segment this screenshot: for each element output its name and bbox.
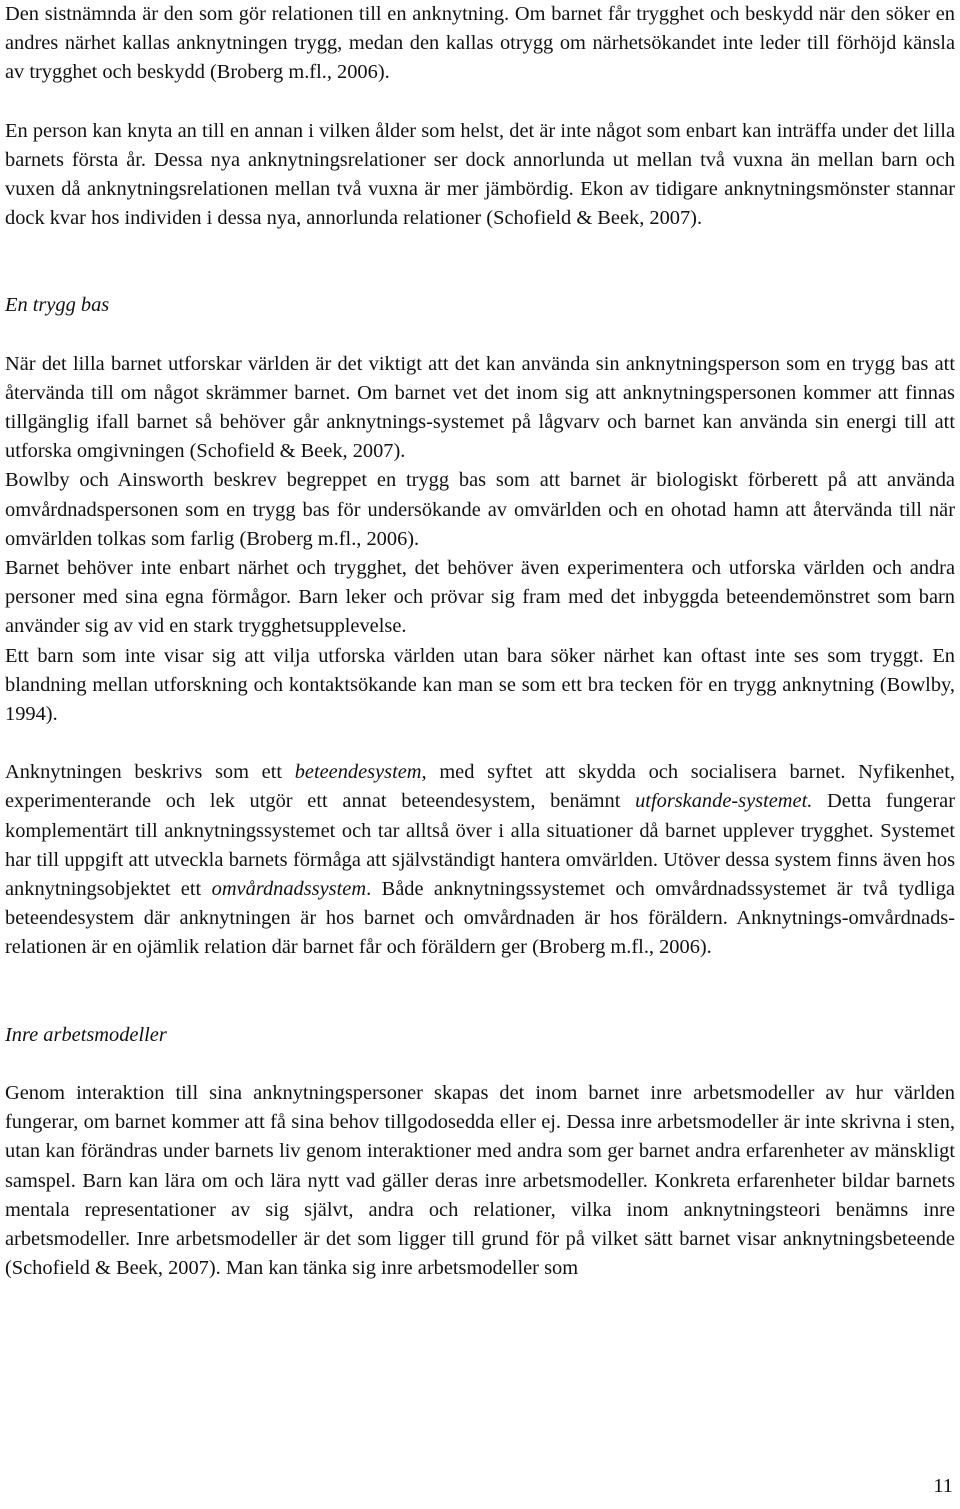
- section-heading-inre-arbetsmodeller: Inre arbetsmodeller: [5, 1023, 167, 1046]
- text-run: Detta fungerar komplementärt till anknytningssystemet och tar alltså över i alla situationer då barnet upplever trygghet. Systemet har till uppgift att utveckla barnets förmåga att självständigt hantera omvärlden. Utöver dessa system finns även hos anknytningsobjektet ett: [5, 790, 955, 901]
- text-run: . Både anknytningssystemet och omvårdnadssystemet är två tydliga beteendesystem där anknytningen är hos barnet och omvårdnaden är hos föräldern. Anknytnings-omvårdnads-relationen är en ojämlik relation där barnet får och föräldern ger (Broberg m.fl., 2006).: [5, 878, 955, 959]
- paragraph-trygg-bas-2: Bowlby och Ainsworth beskrev begreppet en trygg bas som att barnet är biologiskt förberett på att använda omvårdnadspersonen som en trygg bas för undersökande av omvärlden och en ohotad hamn att återvända till när omvärlden tolkas som farlig (Broberg m.fl., 2006).: [5, 469, 955, 550]
- paragraph-trygg-bas-3: Barnet behöver inte enbart närhet och trygghet, det behöver även experimentera och utforska världen och andra personer med sina egna förmågor. Barn leker och prövar sig fram med det inbyggda beteendemönstret som barn använder sig av vid en stark trygghetsupplevelse.: [5, 557, 955, 638]
- paragraph-vuxen-anknytning: En person kan knyta an till en annan i vilken ålder som helst, det är inte något som enbart kan inträffa under det lilla barnets första år. Dessa nya anknytningsrelationer ser dock annorlunda ut mellan två vuxna än mellan barn och vuxen då anknytningsrelationen mellan två vuxna är mer jämbördig. Ekon av tidigare anknytningsmönster stannar dock kvar hos individen i dessa nya, annorlunda relationer (Schofield & Beek, 2007).: [5, 119, 955, 230]
- text-run: Anknytningen beskrivs som ett: [5, 761, 295, 784]
- term-beteendesystem: beteendesystem,: [294, 761, 427, 784]
- text-run: med syftet att skydda och socialisera barnet. Nyfikenhet, experimenterande och lek utgör ett annat beteendesystem, benämnt: [5, 761, 955, 813]
- document-page: [5, 0, 955, 1283]
- paragraph-trygg-bas-4: Ett barn som inte visar sig att vilja utforska världen utan bara söker närhet kan oftast inte ses som tryggt. En blandning mellan utforskning och kontaktsökande kan man se som ett bra tecken för en trygg anknytning (Bowlby, 1994).: [5, 644, 955, 726]
- paragraph-trygg-bas-1: När det lilla barnet utforskar världen är det viktigt att det kan använda sin anknytningsperson som en trygg bas att återvända till om något skrämmer barnet. Om barnet vet det inom sig att anknytningspersonen kommer att finnas tillgänglig ifall barnet så behöver går anknytnings-systemet på lågvarv och barnet kan använda sin energi till att utforska omgivningen (Schofield & Beek, 2007).: [5, 352, 955, 463]
- term-utforskandesystemet: utforskande-systemet.: [635, 790, 813, 813]
- page-number: 11: [933, 1475, 953, 1497]
- paragraph-anknytning-definition: Den sistnämnda är den som gör relationen till en anknytning. Om barnet får trygghet och beskydd när den söker en andres närhet kallas anknytningen trygg, medan den kallas otrygg om närhetsökandet inte leder till förhöjd känsla av trygghet och beskydd (Broberg m.fl., 2006).: [5, 3, 955, 84]
- paragraph-inre-arbetsmodeller: Genom interaktion till sina anknytningspersoner skapas det inom barnet inre arbetsmodeller av hur världen fungerar, om barnet kommer att få sina behov tillgodosedda eller ej. Dessa inre arbetsmodeller är inte skrivna i sten, utan kan förändras under barnets liv genom interaktioner med andra som ger barnet andra erfarenheter av mänskligt samspel. Barn kan lära om och lära nytt vad gäller deras inre arbetsmodeller. Konkreta erfarenheter bildar barnets mentala representationer av sig självt, andra och relationer, vilka inom anknytningsteori benämns inre arbetsmodeller. Inre arbetsmodeller är det som ligger till grund för på vilket sätt barnet visar anknytningsbeteende (Schofield & Beek, 2007). Man kan tänka sig inre arbetsmodeller som: [5, 1081, 955, 1280]
- term-omvardnadssystem: omvårdnadssystem: [211, 878, 367, 901]
- paragraph-beteendesystem: [5, 758, 955, 962]
- section-heading-trygg-bas: En trygg bas: [5, 294, 110, 317]
